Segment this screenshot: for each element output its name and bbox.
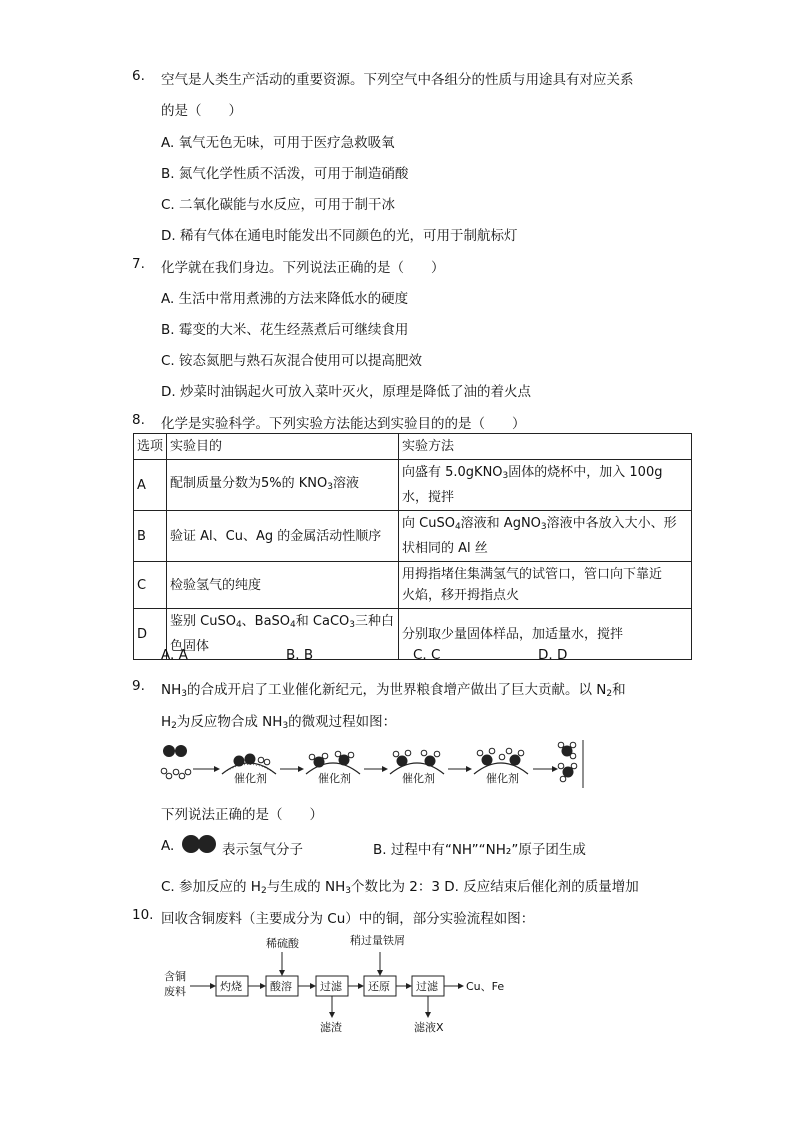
q10-stem: 回收含铜废料（主要成分为 Cu）中的铜，部分实验流程如图： (161, 911, 535, 927)
q8-number: 8. (132, 412, 145, 428)
flow-step-filter-2: 过滤 (416, 980, 438, 993)
reaction-process-diagram (160, 738, 590, 790)
table-row (134, 460, 692, 511)
flow-step-filter-1: 过滤 (320, 980, 342, 993)
row-option: D (134, 609, 167, 660)
row-goal: 检验氢气的纯度 (167, 562, 399, 609)
copper-recovery-flowchart (160, 930, 520, 1038)
q7-stem: 化学就在我们身边。下列说法正确的是（ ） (161, 260, 445, 276)
experiment-table (133, 433, 692, 660)
q9-option-b: B. 过程中有“NH”“NH₂”原子团生成 (373, 842, 586, 858)
q7-option-b: B. 霉变的大米、花生经蒸煮后可继续食用 (161, 322, 409, 338)
q6-option-c: C. 二氧化碳能与水反应，可用于制干冰 (161, 197, 396, 213)
q6-option-d: D. 稀有气体在通电时能发出不同颜色的光，可用于制航标灯 (161, 228, 518, 244)
q7-option-d: D. 炒菜时油锅起火可放入菜叶灭火，原理是降低了油的着火点 (161, 384, 531, 400)
q8-answer-a: A. A (161, 647, 188, 663)
flow-step-acid-dissolve: 酸溶 (270, 980, 292, 993)
hydrogen-molecule-icon (181, 834, 217, 854)
flow-reagent-iron: 稍过量铁屑 (350, 934, 405, 947)
header-option: 选项 (134, 434, 167, 460)
row-method: 向盛有 5.0gKNO$_3$固体的烧杯中，加入 100g 水，搅拌 (399, 460, 692, 511)
q6-number: 6. (132, 68, 145, 84)
row-option: B (134, 511, 167, 562)
q9-stem-line2: $H_2$为反应物合成 $NH_3$的微观过程如图： (161, 714, 397, 731)
flow-reagent-acid: 稀硫酸 (266, 937, 299, 950)
flow-step-reduce: 还原 (368, 980, 390, 993)
flow-step-roast: 灼烧 (220, 980, 242, 993)
flow-filtrate: 滤液X (414, 1021, 444, 1034)
flow-input-line1: 含铜 (164, 970, 186, 983)
q9-options-c-d: C. 参加反应的 $H_2$与生成的 $NH_3$个数比为 2：3 D. 反应结束后催化剂的质量增加 (161, 879, 639, 896)
table-row (134, 562, 692, 609)
q9-option-a-prefix: A. (161, 838, 175, 854)
q8-answer-c: C. C (413, 647, 441, 663)
q8-answer-b: B. B (286, 647, 314, 663)
q9-prompt: 下列说法正确的是（ ） (161, 807, 323, 823)
q7-number: 7. (132, 256, 145, 272)
row-goal: 验证 Al、Cu、Ag 的金属活动性顺序 (167, 511, 399, 562)
catalyst-label: 催化剂 (318, 772, 351, 785)
table-header-row (134, 434, 692, 460)
catalyst-label: 催化剂 (234, 772, 267, 785)
q7-option-c: C. 铵态氮肥与熟石灰混合使用可以提高肥效 (161, 353, 423, 369)
row-option: A (134, 460, 167, 511)
row-option: C (134, 562, 167, 609)
flow-product: Cu、Fe (466, 980, 505, 993)
row-method: 用拇指堵住集满氢气的试管口，管口向下靠近 火焰，移开拇指点火 (399, 562, 692, 609)
q6-stem-line2: 的是（ ） (161, 103, 242, 119)
flow-input-line2: 废料 (164, 985, 186, 998)
q9-number: 9. (132, 678, 145, 694)
row-goal: 配制质量分数为5%的 $KNO_3$溶液 (167, 460, 399, 511)
row-goal: 鉴别 CuSO$_4$、BaSO$_4$和 CaCO$_3$三种白 色固体 (167, 609, 399, 660)
table-row (134, 511, 692, 562)
q6-stem-line1: 空气是人类生产活动的重要资源。下列空气中各组分的性质与用途具有对应关系 (161, 72, 634, 88)
q8-stem: 化学是实验科学。下列实验方法能达到实验目的的是（ ） (161, 416, 526, 432)
header-goal: 实验目的 (167, 434, 399, 460)
q6-option-b: B. 氮气化学性质不活泼，可用于制造硝酸 (161, 166, 409, 182)
flow-residue: 滤渣 (320, 1021, 342, 1034)
q6-option-a: A. 氧气无色无味，可用于医疗急救吸氧 (161, 135, 395, 151)
q9-stem-line1: $NH_3$的合成开启了工业催化新纪元，为世界粮食增产做出了巨大贡献。以 $N_2$和 (161, 682, 626, 699)
q10-number: 10. (132, 907, 154, 923)
row-method: 向 CuSO$_4$溶液和 AgNO$_3$溶液中各放入大小、形 状相同的 Al 丝 (399, 511, 692, 562)
catalyst-label: 催化剂 (486, 772, 519, 785)
q7-option-a: A. 生活中常用煮沸的方法来降低水的硬度 (161, 291, 409, 307)
q9-option-a-text: 表示氢气分子 (222, 842, 303, 858)
row-method: 分别取少量固体样品，加适量水，搅拌 (399, 609, 692, 660)
header-method: 实验方法 (399, 434, 692, 460)
q8-answer-d: D. D (538, 647, 568, 663)
catalyst-label: 催化剂 (402, 772, 435, 785)
